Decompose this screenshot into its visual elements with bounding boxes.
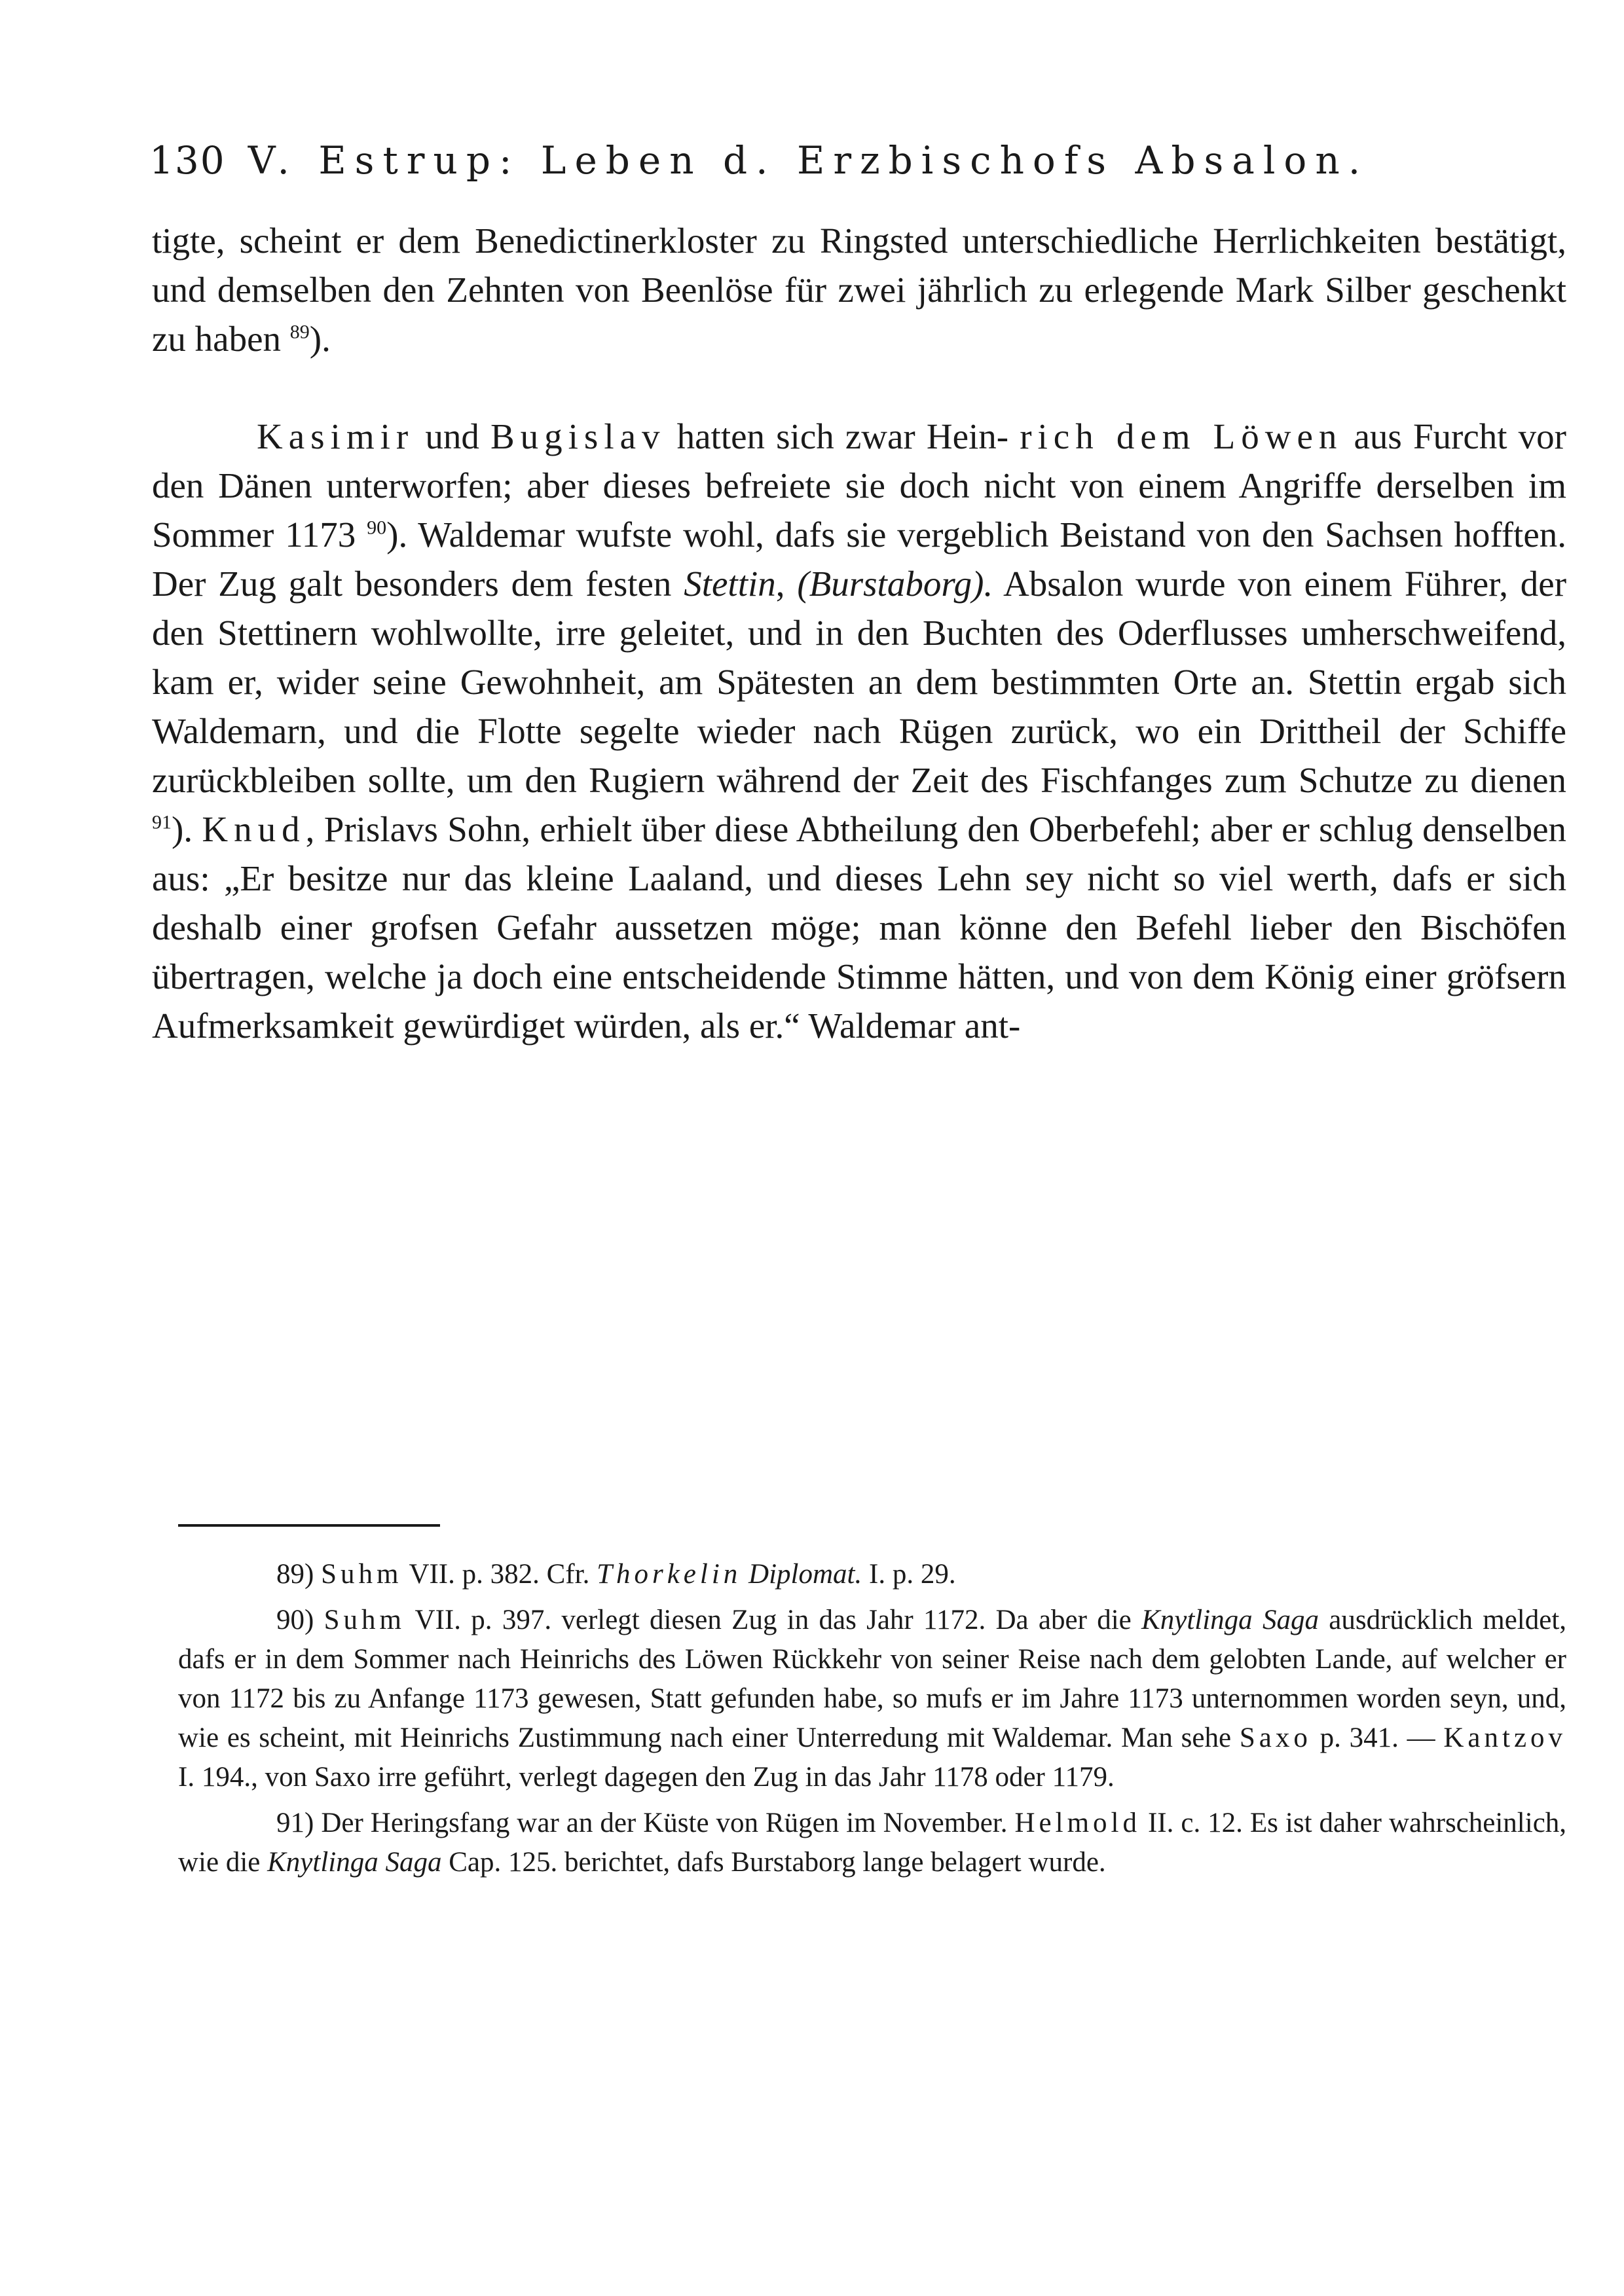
person-name: rich dem Löwen — [1020, 416, 1343, 456]
footnote-90: 90) Suhm VII. p. 397. verlegt diesen Zug in das Jahr 1172. Da aber die Knytlinga Saga ausdrücklich meldet, dafs er in dem Sommer nach Heinrichs des Löwen Rückkehr von seiner Reise nach dem gelobten Lande, auf welcher er von 1172 bis zu Anfange 1173 gewesen, Statt gefunden habe, so mufs er im Jahre 1173 unternommen worden seyn, und, wie es scheint, mit Heinrichs Zustimmung nach einer Unterredung mit Waldemar. Man sehe Saxo p. 341. — Kantzov I. 194., von Saxo irre geführt, verlegt dagegen den Zug in das Jahr 1178 oder 1179. — [178, 1605, 1567, 1793]
main-text — [152, 216, 1566, 1050]
footnote-ref-91: 91 — [152, 811, 172, 833]
running-header — [149, 134, 1590, 187]
place-name: (Burstaborg). — [797, 564, 993, 604]
paragraph-main: Kasimir und Bugislav hatten sich zwar Hein- rich dem Löwen aus Furcht vor den Dänen unterworfen; aber dieses befreiete sie doch nicht von einem Angriffe derselben im Sommer 1173 $^{90}$). Waldemar wufste wohl, dafs sie vergeblich Beistand von den Sachsen hofften. Der Zug galt besonders dem festen Stettin, (Burstaborg). Absalon wurde von einem Führer, der den Stettinern wohlwollte, irre geleitet, und in den Buchten des Oderflusses umherschweifend, kam er, wider seine Gewohnheit, am Spätesten an dem bestimmten Orte an. Stettin ergab sich Waldemarn, und die Flotte segelte wieder nach Rügen zurück, wo ein Drittheil der Schiffe zurückbleiben sollte, um den Rugiern während der Zeit des Fischfanges zum Schutze zu dienen $^{91}$). Knud, Prislavs Sohn, erhielt über diese Abtheilung den Oberbefehl; aber er schlug denselben aus: „Er besitze nur das kleine Laaland, und dieses Lehn sey nicht so viel werth, dafs er sich deshalb einer grofsen Gefahr aussetzen möge; man könne den Befehl lieber den Bischöfen übertragen, welche ja doch eine entscheidende Stimme hätten, und von dem König einer gröfsern Aufmerksamkeit gewürdiget würden, als er.“ Waldemar ant- — [152, 416, 1567, 1046]
person-name: Bugislav — [490, 416, 666, 456]
place-name: Stettin — [684, 564, 776, 604]
footnote-ref-90: 90 — [367, 517, 387, 539]
person-name: Knud — [202, 809, 306, 849]
footnote-91: 91) Der Heringsfang war an der Küste von Rügen im November. Helmold II. c. 12. Es ist daher wahrscheinlich, wie die Knytlinga Saga Cap. 125. berichtet, dafs Burstaborg lange belagert wurde. — [178, 1808, 1567, 1878]
person-name: Kasimir — [257, 416, 415, 456]
footnote-89: 89) Suhm VII. p. 382. Cfr. Thorkelin Diplomat. I. p. 29. — [276, 1559, 956, 1590]
footnote-divider — [178, 1524, 440, 1527]
footnotes — [178, 1555, 1566, 1889]
footnote-ref-89: 89 — [289, 321, 310, 343]
page-number: 130 — [149, 138, 226, 183]
running-title: V. Estrup: Leben d. Erzbischofs Absalon. — [248, 138, 1369, 183]
paragraph-continuation: tigte, scheint er dem Benedictinerkloster zu Ringsted unterschiedliche Herrlichkeiten bestätigt, und demselben den Zehnten von Beenlöse für zwei jährlich zu erlegende Mark Silber geschenkt zu haben $^{89}$). — [152, 221, 1566, 359]
